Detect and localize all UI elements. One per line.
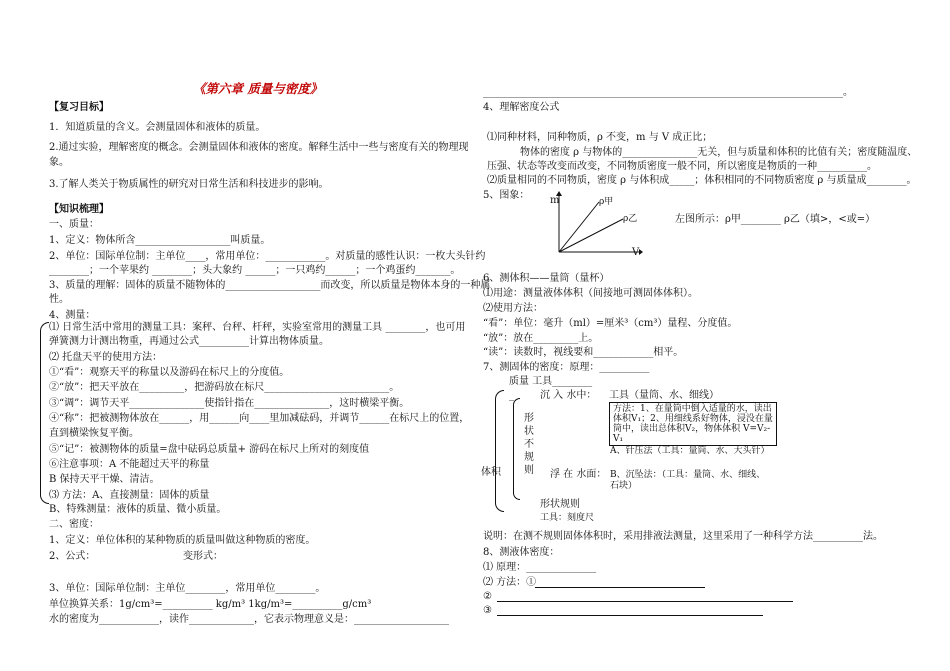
graph-line-a: ρ甲 (599, 197, 614, 207)
framework-tools: 工具（量筒、水、细线） (609, 390, 719, 401)
graph-axis-m: m (550, 195, 560, 206)
framework-float: 浮 在 水面： (550, 469, 607, 480)
measure-heading: 4、测量： (49, 310, 96, 321)
step-weigh-a: ④“称”：把被测物体放在______，用______向____里加减砝码，并调节______在标尺上的位置， (49, 413, 470, 424)
framework-dash: _ (509, 390, 514, 401)
liquid-blank-1 (535, 587, 705, 588)
formula-understanding: 4、理解密度公式 (483, 102, 560, 113)
formula-point-1: ⑴同种材料，同种物质，ρ 不变，m 与 V 成正比； (487, 132, 713, 143)
section-1: 一、质量： (49, 219, 99, 230)
framework-irregular: 形状不规则 (524, 413, 534, 476)
framework-needle: A、针压法（工具：量筒、水、大头针） (610, 446, 770, 456)
volume-heading: 6、测体积——量筒（量杯） (483, 273, 610, 284)
formula-point-1b: 物体的密度 ρ 与物体的_______________无关，但与质量和体积的比值有关；密度随温度、 (520, 147, 918, 158)
liquid-method-3: ③ (483, 605, 492, 616)
liquid-method-2: ② (483, 591, 492, 602)
solid-density-heading: 7、测固体的密度：原理：__________ (483, 362, 650, 373)
liquid-blank-2 (497, 601, 793, 602)
formula-point-2: ⑵质量相同的不同物质，密度 ρ 与体积成_____；体积相同的不同物质密度 ρ 与质量成________。 (487, 175, 917, 186)
framework-regular: 形状规则 (540, 499, 580, 510)
continuation-line: ________________________________________________________________________。 (483, 87, 853, 98)
measure-3: ⑶ 方法：A、直接测量：固体的质量 (49, 490, 210, 501)
knowledge-heading: 【知识梳理】 (49, 204, 109, 215)
mass-def: 1、定义：物体所含___________________叫质量。 (49, 235, 271, 246)
goal-3: 3.了解人类关于物质属性的研究对日常生活和科技进步的影响。 (49, 179, 329, 190)
framework-volume: 体积 (481, 467, 501, 478)
cylinder-method: ⑵使用方法： (483, 303, 543, 314)
cylinder-place: “放”：放在_________上。 (483, 333, 599, 344)
mass-unit-a: 2、单位：国际单位制：主单位____，常用单位：____________。对质量的感性认识：一枚大头针约 (49, 251, 486, 262)
chapter-title: 《第六章 质量与密度》 (193, 81, 323, 96)
density-def: 1、定义：单位体积的某种物质的质量叫做这种物质的密度。 (49, 535, 316, 546)
graph-heading: 5、图象： (483, 190, 530, 201)
density-formula-variant: 变形式： (183, 551, 223, 562)
step-place: ②“放”：把天平放在_________，把游码放在标尺_________________________。 (49, 382, 400, 393)
step-adjust: ③“调”：调节天平_______________使指针指在_______________，这时横梁平衡。 (49, 398, 410, 409)
framework-sink: 沉 入 水中： (540, 390, 597, 401)
step-note-b: B 保持天平干燥、清洁。 (49, 474, 160, 485)
liquid-blank-3 (497, 615, 763, 616)
section-2: 二、密度： (49, 519, 99, 530)
density-unit: 3、单位：国际单位制：主单位________，常用单位________。 (49, 583, 326, 594)
right-column (475, 0, 950, 671)
cylinder-look: “看”：单位：毫升（ml）=厘米³（cm³）量程、分度值。 (483, 318, 738, 329)
liquid-method-1: ⑵ 方法：① (483, 577, 537, 588)
water-density: 水的密度为____________，读作_____________，它表示物理意义是：___________________ (49, 614, 449, 625)
step-note: ⑥注意事项：A 不能超过天平的称量 (49, 459, 210, 470)
framework-mass: 质量 工具________ (509, 376, 593, 387)
measure-1a: ⑴ 日常生活中常用的测量工具：案秤、台秤、杆秤，实验室常用的测量工具 ________，也可用 (49, 322, 466, 333)
formula-point-1c: 压强、状态等改变而改变，不同物质密度一般不同，所以密度是物质的一种__________。 (487, 161, 877, 172)
measure-2: ⑵ 托盘天平的使用方法： (49, 352, 163, 363)
measure-3b: B、特殊测量：液体的质量、微小质量。 (49, 504, 227, 515)
framework-outer-bracket (495, 390, 504, 512)
measure-1b: 弹簧测力计测出物重，再通过公式__________计算出物体质量。 (49, 336, 329, 347)
density-conversion: 单位换算关系：1g/cm³=__________ kg/m³ 1kg/m³=__________g/cm³ (49, 599, 372, 610)
review-heading: 【复习目标】 (49, 102, 109, 113)
graph-axis-v: V (632, 247, 640, 258)
framework-regular-tool: 工具：刻度尺 (540, 513, 595, 523)
framework-method: 方法：1、在量筒中倒入适量的水，读出体积V₁；2、用细线系好物体，浸没在量筒中，读出总体积V₂，物体体积 V=V₂-V₁ (613, 404, 773, 444)
goal-2b: 象。 (49, 157, 69, 168)
framework-note: 说明：在测不规则固体体积时，采用排液法测量，这里采用了一种科学方法__________法。 (483, 531, 883, 542)
framework-inner-bracket (513, 398, 520, 500)
liquid-density-heading: 8、测液体密度： (483, 547, 560, 558)
mass-unit-b: ________；一个苹果约 ________；头大象约 ______；一只鸡约______；一个鸡蛋约_______。 (49, 265, 461, 276)
mass-understand-a: 3、质量的理解：固体的质量不随物体的___________________而改变，所以质量是物体本身的一种属 (49, 280, 491, 291)
framework-sinker: B、沉坠法：（工具：量筒、水、细线、石块） (610, 470, 766, 491)
step-look: ①“看”：观察天平的称量以及游码在标尺上的分度值。 (49, 367, 290, 378)
goal-2a: 2.通过实验，理解密度的概念。会测量固体和液体的密度。解释生活中一些与密度有关的物理现 (49, 142, 469, 153)
framework-method-box (609, 402, 777, 446)
step-record: ⑤“记”：被测物体的质量=盘中砝码总质量+ 游码在标尺上所对的刻度值 (49, 444, 370, 455)
density-formula: 2、公式： (49, 551, 96, 562)
cylinder-read: “读”：读数时，视线要和____________相平。 (483, 347, 684, 358)
measure-bracket (40, 322, 49, 504)
cylinder-use: ⑴用途：测量液体体积（间接地可测固体体积）。 (483, 288, 698, 299)
graph-line-b: ρ乙 (623, 214, 638, 224)
graph-question: 左图所示：ρ甲________ ρ乙（填>，<或=） (675, 214, 876, 225)
goal-1: 1．知道质量的含义。会测量固体和液体的质量。 (49, 122, 266, 133)
liquid-principle: ⑴ 原理：______________ (483, 562, 597, 573)
step-weigh-b: 直到横梁恢复平衡。 (49, 428, 139, 439)
mass-understand-b: 性。 (49, 294, 69, 305)
